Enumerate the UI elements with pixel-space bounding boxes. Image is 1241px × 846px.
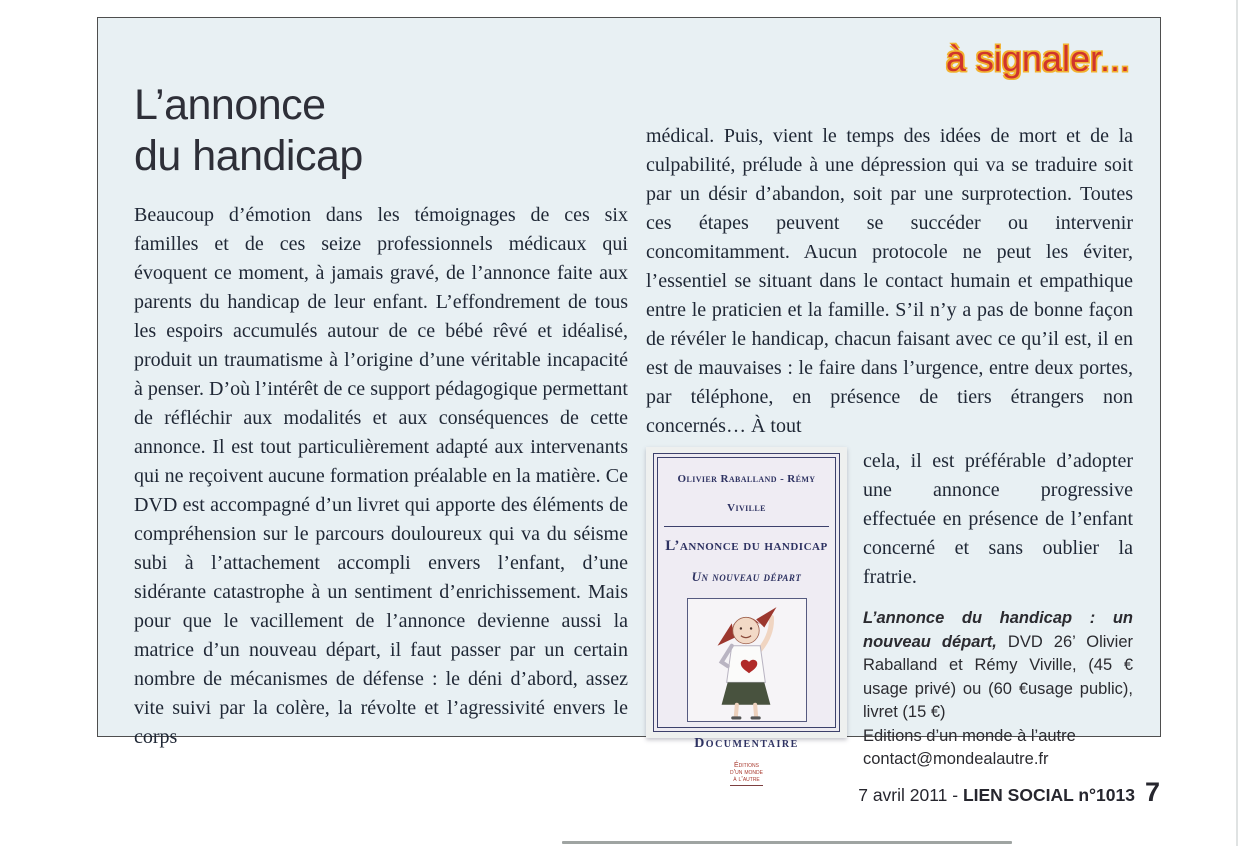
right-column [646, 122, 1133, 783]
dvd-publisher-logo [730, 762, 763, 786]
footer-date: 7 avril 2011 - [858, 785, 963, 805]
dvd-cover-inner-frame [657, 457, 836, 783]
scan-artifact-bar [562, 841, 1012, 844]
left-column-text: Beaucoup d’émotion dans les témoignages de ces six familles et de ces seize professionnels médicaux qui évoquent ce moment, à jamais gravé, de l’annonce faite aux parents du handicap de leur enfant. L’effondrement de tous les espoirs accumulés autour de ce bébé rêvé et idéalisé, produit un traumatisme à l’origine d’une véritable incapacité à penser. D’où l’intérêt de ce support pédagogique permettant de réfléchir aux modalités et aux conséquences de cette annonce. Il est tout particulièrement adapté aux intervenants qui ne reçoivent aucune formation préalable en la matière. Ce DVD est accompagné d’un livret qui apporte des éléments de compréhension sur le parcours douloureux qui va du séisme subi à l’attachement accompli envers l’enfant, d’une sidérante catastrophe à un sentiment d’enrichissement. Mais pour que le vacillement de l’annonce devienne aussi la matrice d’un nouveau départ, il faut passer par un certain nombre de mécanismes de défense : le déni d’abord, assez vite suivi par la colère, la révolte et l’agressivité envers le corps [134, 204, 628, 748]
article-title-line2: du handicap [134, 132, 363, 180]
right-column-wrap-text: cela, il est préférable d’adopter une annonce progressive effectuée en présence de l’enfant concerné et sans oublier la fratrie. [863, 450, 1133, 588]
caption-publisher: Editions d’un monde à l’autre [863, 726, 1076, 745]
magazine-panel [97, 17, 1161, 783]
page-footer [858, 777, 1160, 808]
caption-title: L’annonce du handicap : un nouveau départ, [863, 609, 1133, 651]
footer-issue: LIEN SOCIAL n°1013 [962, 785, 1135, 805]
caption-email: contact@mondealautre.fr [863, 750, 1049, 768]
media-row [646, 447, 1133, 783]
wrap-and-caption [863, 447, 1133, 772]
caption-main [863, 607, 1133, 725]
dvd-cover-illustration [687, 598, 807, 722]
right-column-intro-text: médical. Puis, vient le temps des idées de mort et de la culpabilité, prélude à une dépression qui va se traduire soit par un désir d’abandon, soit par une surprotection. Toutes ces étapes peuvent se succéder ou intervenir concomitamment. Aucun protocole ne peut les éviter, l’essentiel se situant dans le contact humain et empathique entre le praticien et la famille. S’il n’y a pas de bonne façon de révéler le handicap, chacun faisant avec ce qu’il est, il en est de mauvaises : le faire dans l’urgence, entre deux portes, par téléphone, en présence de tiers étrangers non concernés… À tout [646, 125, 1133, 437]
dvd-subtitle: Un nouveau départ [691, 569, 802, 584]
dvd-cover-outer-frame [653, 453, 840, 783]
dvd-genre: Documentaire [694, 736, 799, 751]
dvd-title: L’annonce du handicap [665, 538, 828, 554]
dvd-publisher-line2: d’un monde [730, 769, 763, 776]
left-column [134, 201, 628, 752]
girl-with-heart-illustration [691, 599, 803, 721]
dvd-authors: Olivier Raballand - Rémy Viville [664, 465, 829, 527]
dvd-caption [863, 607, 1133, 772]
caption-details: DVD 26’ Olivier Raballand et Rémy Viville, (45 € usage privé) ou (60 €usage public), livret (15 €) [863, 632, 1133, 721]
dvd-publisher-line3: à l’autre [733, 776, 760, 783]
scan-artifact-edge [1236, 0, 1238, 846]
article-title [134, 80, 363, 182]
article-title-line1: L’annonce [134, 81, 326, 129]
footer-page-number: 7 [1144, 777, 1160, 807]
dvd-cover-image [646, 447, 847, 783]
dvd-publisher-line1: Éditions [734, 762, 759, 769]
section-tag: à signaler... [945, 38, 1130, 79]
